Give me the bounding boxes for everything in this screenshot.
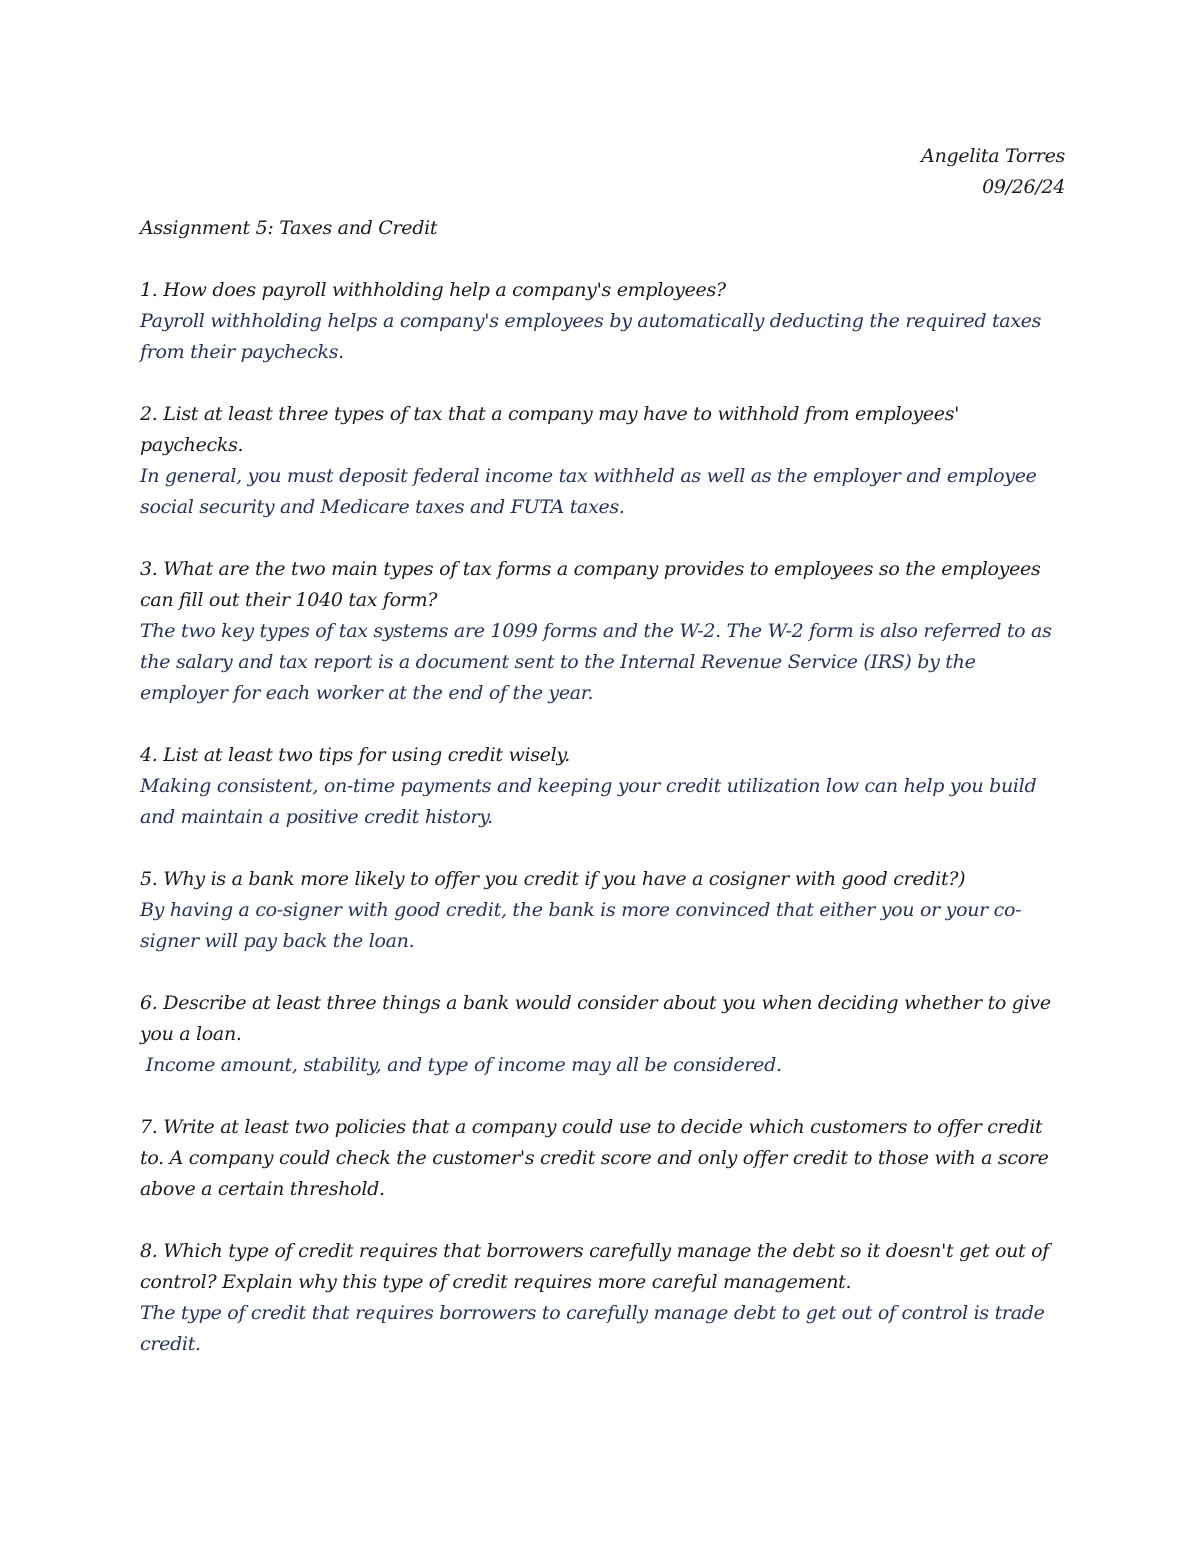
qa-item-8 [140, 1236, 1065, 1360]
question-1: 1. How does payroll withholding help a company's employees? [140, 279, 726, 301]
document-date: 09/26/24 [982, 176, 1065, 198]
qa-item-3 [140, 554, 1065, 709]
answer-8: The type of credit that requires borrowers to carefully manage debt to get out of control is trade credit. [140, 1302, 1045, 1355]
answer-2: In general, you must deposit federal income tax withheld as well as the employer and employee social security and Medicare taxes and FUTA taxes. [140, 465, 1037, 518]
question-4: 4. List at least two tips for using credit wisely. [140, 744, 571, 766]
answer-1: Payroll withholding helps a company's employees by automatically deducting the required taxes from their paychecks. [140, 310, 1042, 363]
assignment-title: Assignment 5: Taxes and Credit [140, 217, 438, 239]
qa-item-6 [140, 988, 1065, 1081]
question-5: 5. Why is a bank more likely to offer you credit if you have a cosigner with good credit?) [140, 868, 966, 890]
qa-item-2 [140, 399, 1065, 523]
answer-4: Making consistent, on-time payments and keeping your credit utilization low can help you build and maintain a positive credit history. [140, 775, 1037, 828]
question-3: 3. What are the two main types of tax forms a company provides to employees so the employees can fill out their 1040 tax form? [140, 558, 1041, 611]
qa-item-5 [140, 864, 1065, 957]
question-6: 6. Describe at least three things a bank would consider about you when deciding whether to give you a loan. [140, 992, 1051, 1045]
answer-6: Income amount, stability, and type of income may all be considered. [140, 1054, 782, 1076]
qa-item-7 [140, 1112, 1065, 1205]
question-8: 8. Which type of credit requires that borrowers carefully manage the debt so it doesn't get out of control? Explain why this type of credit requires more careful management. [140, 1240, 1049, 1293]
qa-item-4 [140, 740, 1065, 833]
question-2: 2. List at least three types of tax that a company may have to withhold from employees' paychecks. [140, 403, 960, 456]
document-header [140, 141, 1065, 203]
document-page [140, 141, 1065, 1360]
answer-3: The two key types of tax systems are 1099 forms and the W-2. The W-2 form is also referred to as the salary and tax report is a document sent to the Internal Revenue Service (IRS) by the employer for each worker at the end of the year. [140, 620, 1052, 704]
qa-item-1 [140, 275, 1065, 368]
answer-5: By having a co-signer with good credit, the bank is more convinced that either you or your co-signer will pay back the loan. [140, 899, 1022, 952]
question-7: 7. Write at least two policies that a company could use to decide which customers to offer credit to. A company could check the customer's credit score and only offer credit to those with a score above a certain threshold. [140, 1116, 1049, 1200]
author-name: Angelita Torres [921, 145, 1065, 167]
